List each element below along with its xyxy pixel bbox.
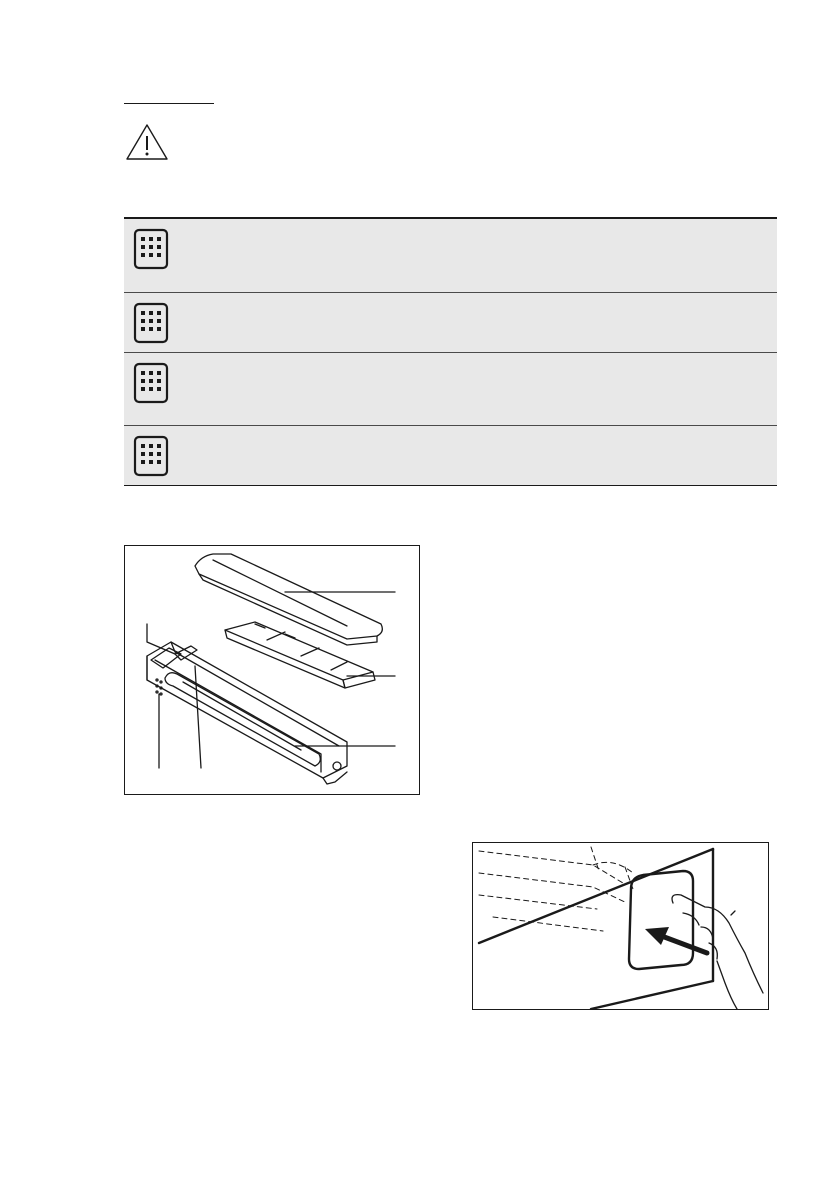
keypad-grid-icon <box>133 435 169 477</box>
info-table <box>124 217 777 486</box>
keypad-grid-icon <box>133 362 169 404</box>
drawer-front <box>629 871 693 969</box>
push-arrow <box>659 935 707 953</box>
dispenser-channel <box>147 642 347 778</box>
compartment-insert <box>225 622 373 680</box>
table-row <box>124 219 777 293</box>
table-row <box>124 353 777 426</box>
keypad-grid-icon <box>133 302 169 344</box>
table-row <box>124 293 777 353</box>
push-drawer-closed-diagram <box>472 842 769 1010</box>
table-row <box>124 426 777 486</box>
detergent-dispenser-diagram <box>124 545 420 795</box>
keypad-grid-icon <box>133 228 169 270</box>
warning-triangle-icon <box>124 122 170 162</box>
dispenser-lid <box>195 554 382 639</box>
section-heading-rule <box>124 103 214 104</box>
